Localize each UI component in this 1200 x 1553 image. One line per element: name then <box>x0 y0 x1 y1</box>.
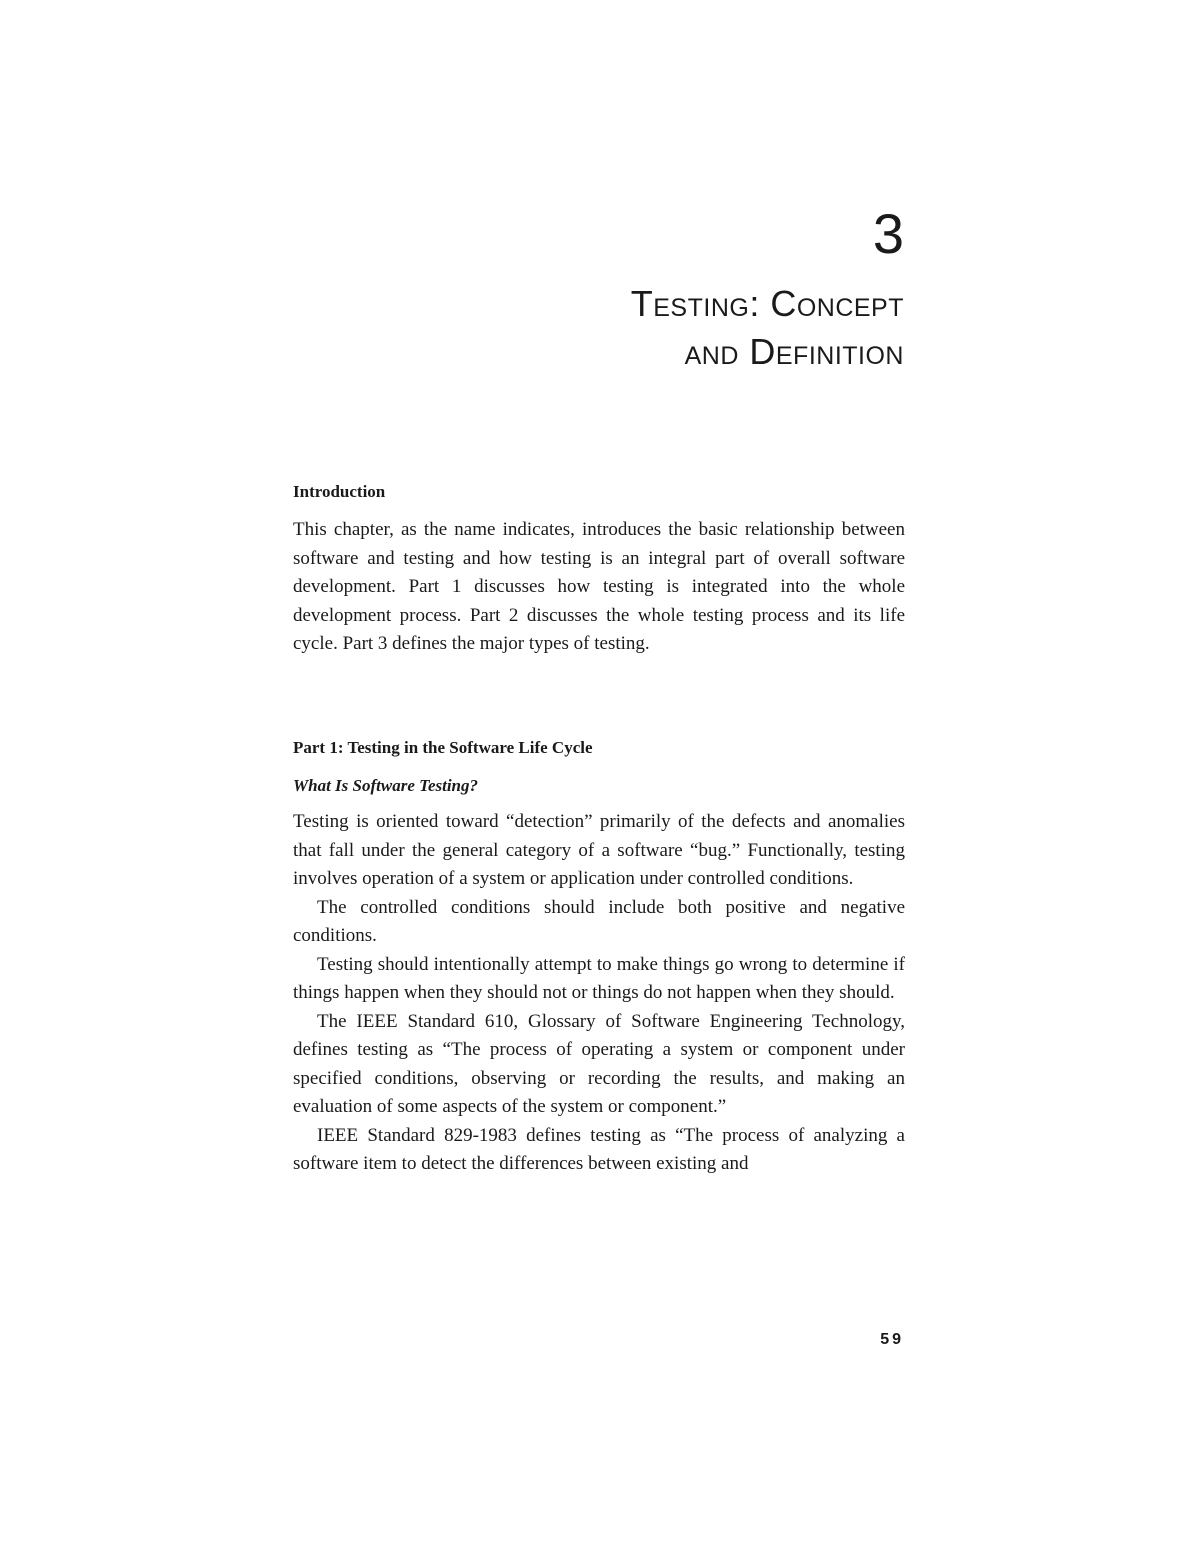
part1-heading: Part 1: Testing in the Software Life Cycle <box>293 738 593 757</box>
chapter-title <box>631 280 904 376</box>
part1-paragraph-5: IEEE Standard 829-1983 defines testing as “The process of analyzing a software item to detect the differences between existing and <box>293 1124 905 1174</box>
part1-paragraph-2: The controlled conditions should include both positive and negative conditions. <box>293 896 905 946</box>
page-number: 59 <box>880 1331 904 1348</box>
part1-section <box>293 736 905 1179</box>
chapter-number: 3 <box>872 202 904 265</box>
introduction-heading: Introduction <box>293 482 386 501</box>
part1-paragraph-3: Testing should intentionally attempt to make things go wrong to determine if things happen when they should not or things do not happen when they should. <box>293 953 905 1003</box>
chapter-title-line-1: Testing: Concept <box>630 283 904 324</box>
introduction-section <box>293 480 905 659</box>
part1-paragraph-1: Testing is oriented toward “detection” primarily of the defects and anomalies that fall under the general category of a software “bug.” Functionally, testing involves operation of a system or application under controlled conditions. <box>293 811 905 889</box>
part1-paragraph-4: The IEEE Standard 610, Glossary of Software Engineering Technology, defines testing as “The process of operating a system or component under specified conditions, observing or recording the results, and making an evaluation of some aspects of the system or component.” <box>293 1010 905 1117</box>
chapter-title-line-2: and Definition <box>684 331 904 372</box>
introduction-paragraph: This chapter, as the name indicates, introduces the basic relationship between software and testing and how testing is an integral part of overall software development. Part 1 discusses how testing is integrated into the whole development process. Part 2 discusses the whole testing process and its life cycle. Part 3 defines the major types of testing. <box>293 519 905 654</box>
part1-subheading: What Is Software Testing? <box>293 776 478 795</box>
